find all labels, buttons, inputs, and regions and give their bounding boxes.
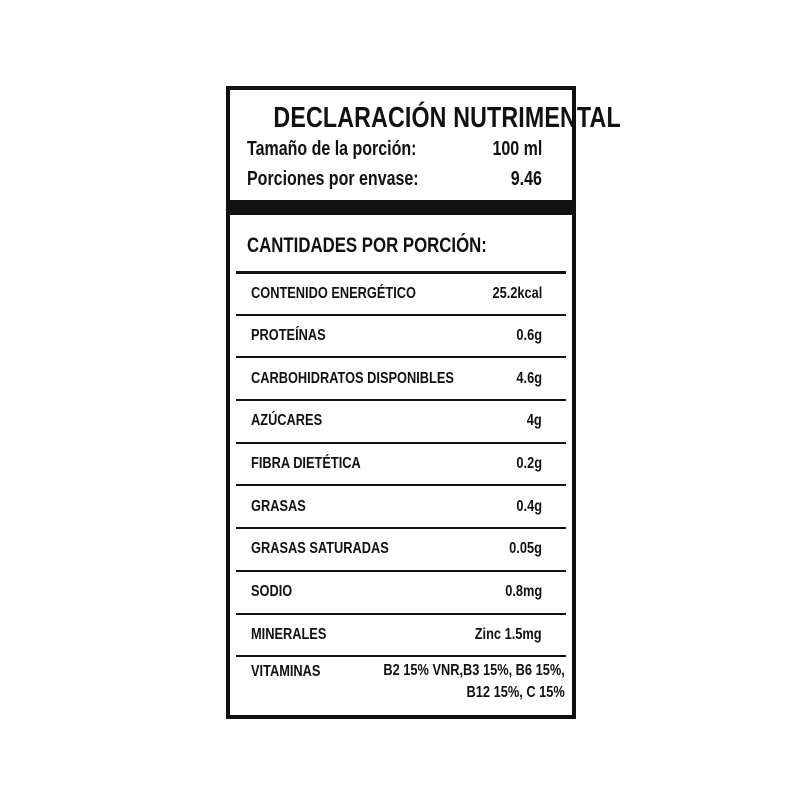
servings-per-container-value: 9.46 (510, 167, 542, 190)
table-row-sugars (236, 399, 566, 442)
table-row-sodium (236, 570, 566, 613)
serving-size-value: 100 ml (492, 137, 542, 160)
nutrient-value: 0.6g (516, 327, 542, 345)
nutrient-label: AZÚCARES (251, 412, 323, 430)
nutrient-label: PROTEÍNAS (251, 327, 326, 345)
table-row-fiber (236, 442, 566, 485)
table-row-protein (236, 314, 566, 357)
nutrient-value: Zinc 1.5mg (475, 625, 542, 643)
nutrient-label: CONTENIDO ENERGÉTICO (251, 284, 416, 302)
table-row-fat (236, 484, 566, 527)
nutrient-label: VITAMINAS (251, 663, 321, 681)
nutrient-value: 0.4g (516, 497, 542, 515)
servings-per-container-label: Porciones por envase: (247, 167, 419, 190)
nutrient-value: 25.2kcal (492, 284, 542, 302)
serving-size-label: Tamaño de la porción: (247, 137, 417, 160)
table-row-carbohydrates (236, 356, 566, 399)
nutrient-value: 0.05g (509, 540, 542, 558)
servings-per-container-row (230, 164, 572, 194)
panel-title-text: DECLARACIÓN NUTRIMENTAL (273, 102, 621, 134)
vitamins-value-line2: B12 15%, C 15% (466, 684, 565, 702)
nutrient-label: GRASAS (251, 497, 306, 515)
nutrient-value: 4g (527, 412, 542, 430)
nutrient-value: 0.8mg (505, 583, 542, 601)
serving-size-row (230, 134, 572, 164)
table-row-saturated-fat (236, 527, 566, 570)
table-row-energy (236, 271, 566, 314)
nutrient-label: CARBOHIDRATOS DISPONIBLES (251, 369, 454, 387)
nutrient-value: 0.2g (516, 455, 542, 473)
nutrient-label: MINERALES (251, 625, 327, 643)
nutrient-label: FIBRA DIETÉTICA (251, 455, 361, 473)
nutrient-value: 4.6g (516, 369, 542, 387)
section-header (230, 233, 572, 258)
nutrition-facts-panel (226, 86, 621, 719)
vitamins-values (338, 660, 565, 704)
nutrient-table (236, 271, 566, 703)
nutrient-label: GRASAS SATURADAS (251, 540, 389, 558)
table-row-minerals (236, 613, 566, 656)
vitamins-value-line1: B2 15% VNR,B3 15%, B6 15%, (383, 662, 565, 680)
panel-title (230, 102, 621, 134)
nutrient-label: SODIO (251, 583, 293, 601)
thick-divider-band (230, 200, 572, 215)
section-header-text: CANTIDADES POR PORCIÓN: (247, 234, 487, 257)
table-row-vitamins (236, 655, 566, 703)
